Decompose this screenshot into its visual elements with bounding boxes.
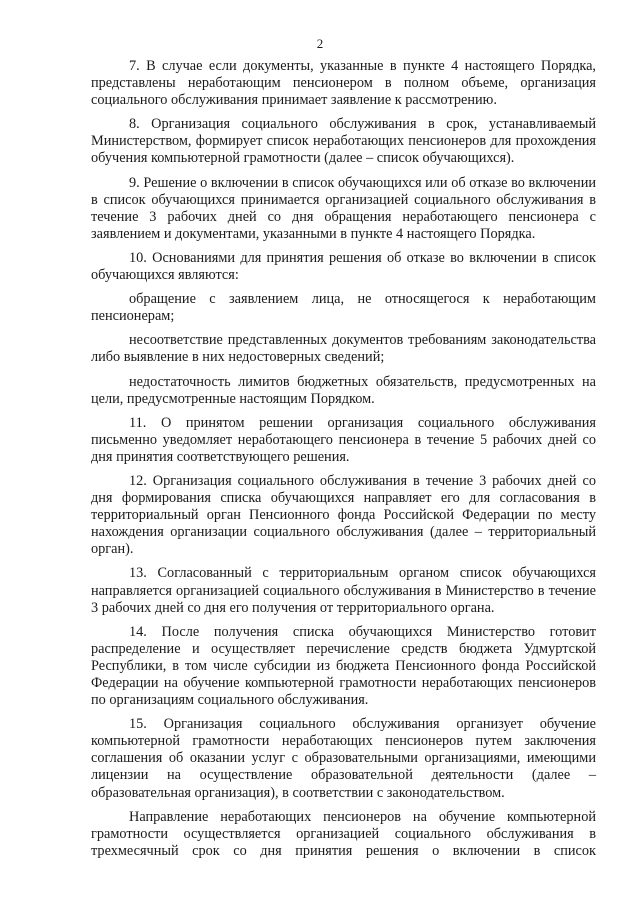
paragraph-10: 10. Основаниями для принятия решения об отказе во включении в список обучающихся являются: bbox=[91, 249, 596, 284]
paragraph-10-item-1: обращение с заявлением лица, не относящегося к неработающим пенсионерам; bbox=[91, 291, 596, 325]
paragraph-15-continuation: Направление неработающих пенсионеров на обучение компьютерной грамотности осуществляется организацией социального обслуживания в трехмесячный срок со дня принятия решения о включении в список bbox=[91, 808, 596, 859]
paragraph-11: 11. О принятом решении организация социального обслуживания письменно уведомляет неработающего пенсионера в течение 5 рабочих дней со дня принятия соответствующего решения. bbox=[91, 414, 596, 465]
paragraph-14: 14. После получения списка обучающихся Министерство готовит распределение и осуществляет перечисление средств бюджета Удмуртской Республики, в том числе субсидии из бюджета Пенсионного фонда Российской Федерации на обучение компьютерной грамотности неработающих пенсионеров по организациям социального обслуживания. bbox=[91, 623, 596, 709]
paragraph-10-item-2: несоответствие представленных документов требованиям законодательства либо выявление в них недостоверных сведений; bbox=[91, 332, 596, 366]
paragraph-15: 15. Организация социального обслуживания организует обучение компьютерной грамотности неработающих пенсионеров путем заключения соглашения об оказании услуг с образовательными организациями, имеющими лицензии на осуществление образовательной деятельности (далее – образовательная организация), в соответствии с законодательством. bbox=[91, 716, 596, 801]
paragraph-7: 7. В случае если документы, указанные в пункте 4 настоящего Порядка, представлены неработающим пенсионером в полном объеме, организация социального обслуживания принимает заявление к рассмотрению. bbox=[91, 58, 596, 109]
paragraph-13: 13. Согласованный с территориальным органом список обучающихся направляется организацией социального обслуживания в Министерство в течение 3 рабочих дней со дня его получения от территориального органа. bbox=[91, 565, 596, 616]
document-body bbox=[91, 58, 596, 860]
paragraph-8: 8. Организация социального обслуживания в срок, устанавливаемый Министерством, формирует список неработающих пенсионеров для прохождения обучения компьютерной грамотности (далее – список обучающихся). bbox=[91, 116, 596, 167]
paragraph-9: 9. Решение о включении в список обучающихся или об отказе во включении в список обучающихся принимается организацией социального обслуживания в течение 3 рабочих дней со дня обращения неработающего пенсионера с заявлением и документами, указанными в пункте 4 настоящего Порядка. bbox=[91, 174, 596, 242]
paragraph-12: 12. Организация социального обслуживания в течение 3 рабочих дней со дня формирования списка обучающихся направляет его для согласования в территориальный орган Пенсионного фонда Российской Федерации по месту нахождения организации социального обслуживания (далее – территориальный орган). bbox=[91, 472, 596, 558]
paragraph-10-item-3: недостаточность лимитов бюджетных обязательств, предусмотренных на цели, предусмотренные настоящим Порядком. bbox=[91, 373, 596, 407]
page-number: 2 bbox=[316, 36, 324, 51]
